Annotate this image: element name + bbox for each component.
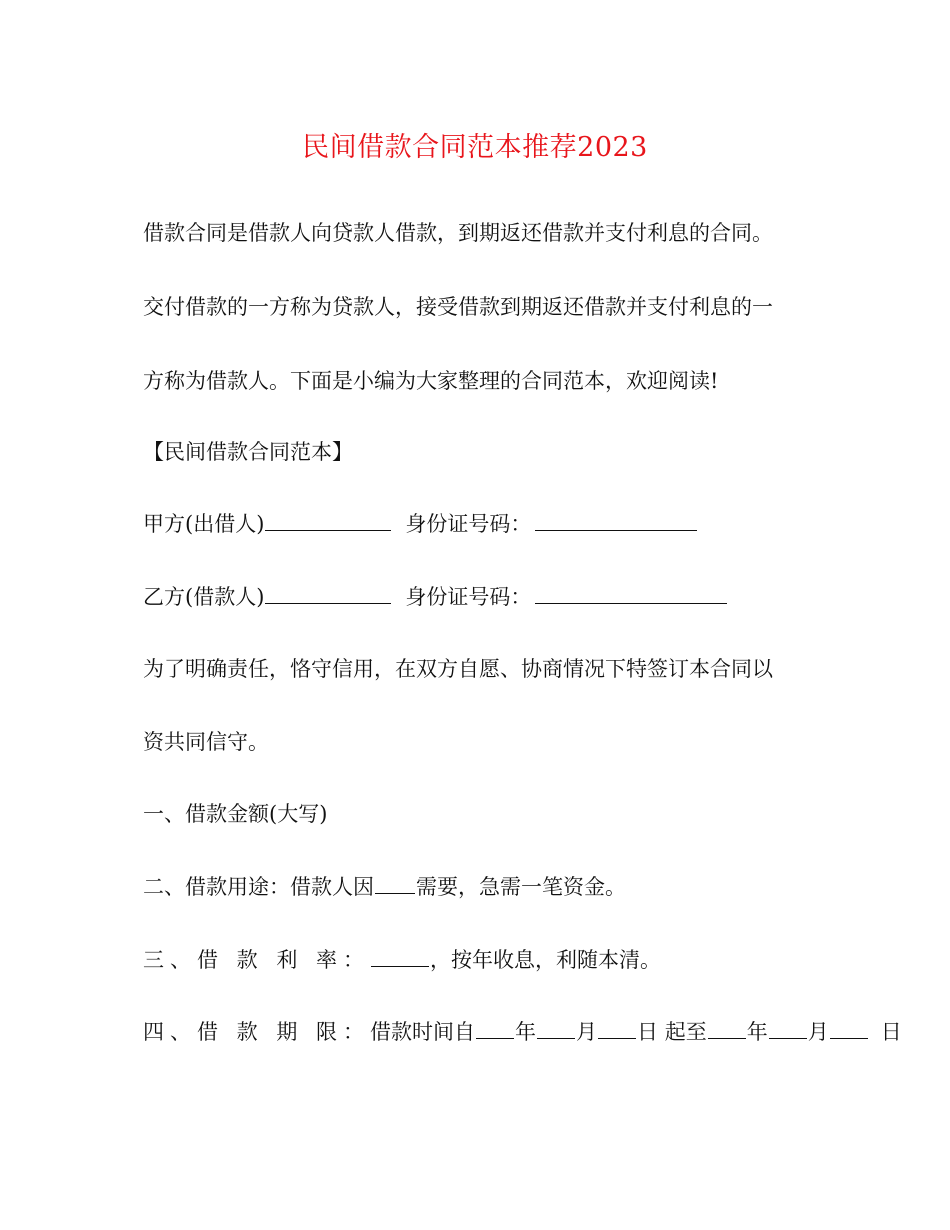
rate-suffix: ，按年收息，利随本清。 [430,948,662,972]
section-heading: 【民间借款合同范本】 [143,440,353,464]
party-a-row [143,508,823,540]
clause-usage [143,871,823,903]
end-day-blank[interactable] [830,1016,868,1039]
party-b-row [143,581,823,613]
rate-blank[interactable] [371,944,429,967]
party-a-label: 甲方(出借人) [143,512,265,536]
end-month-blank[interactable] [769,1016,807,1039]
start-day-blank[interactable] [598,1016,636,1039]
usage-blank[interactable] [375,871,415,894]
start-day-label: 日 起至 [637,1020,707,1044]
party-b-id-blank[interactable] [535,581,727,604]
intro-line-2: 交付借款的一方称为贷款人，接受借款到期返还借款并支付利息的一 [143,295,773,319]
end-year-blank[interactable] [708,1016,746,1039]
purpose-line-2: 资共同信守。 [143,730,269,754]
clause-rate [143,944,823,976]
usage-suffix: 需要，急需一笔资金。 [416,875,626,899]
party-a-id-label: 身份证号码： [405,512,532,536]
start-month-blank[interactable] [537,1016,575,1039]
party-b-label: 乙方(借款人) [143,585,265,609]
intro-line-3: 方称为借款人。下面是小编为大家整理的合同范本，欢迎阅读! [143,369,719,393]
intro-line-1: 借款合同是借款人向贷款人借款，到期返还借款并支付利息的合同。 [143,221,773,245]
term-text: 借款时间自 [370,1020,476,1044]
party-a-name-blank[interactable] [265,508,391,531]
purpose-line-1: 为了明确责任，恪守信用，在双方自愿、协商情况下特签订本合同以 [143,657,773,681]
rate-label: 三、借 款 利 率： [143,948,371,972]
end-month-label: 月 [807,1020,829,1044]
clause-term [143,1016,902,1048]
usage-prefix: 二、借款用途：借款人因 [143,875,374,899]
term-label: 四、借 款 期 限： [143,1020,371,1044]
end-year-label: 年 [746,1020,768,1044]
party-b-id-label: 身份证号码： [405,585,532,609]
start-year-label: 年 [515,1020,537,1044]
party-a-id-blank[interactable] [535,508,697,531]
party-b-name-blank[interactable] [265,581,391,604]
start-month-label: 月 [576,1020,598,1044]
document-title: 民间借款合同范本推荐2023 [302,132,648,163]
start-year-blank[interactable] [476,1016,514,1039]
clause-amount: 一、借款金额(大写) [143,802,328,826]
end-day-label: 日 [880,1020,902,1044]
